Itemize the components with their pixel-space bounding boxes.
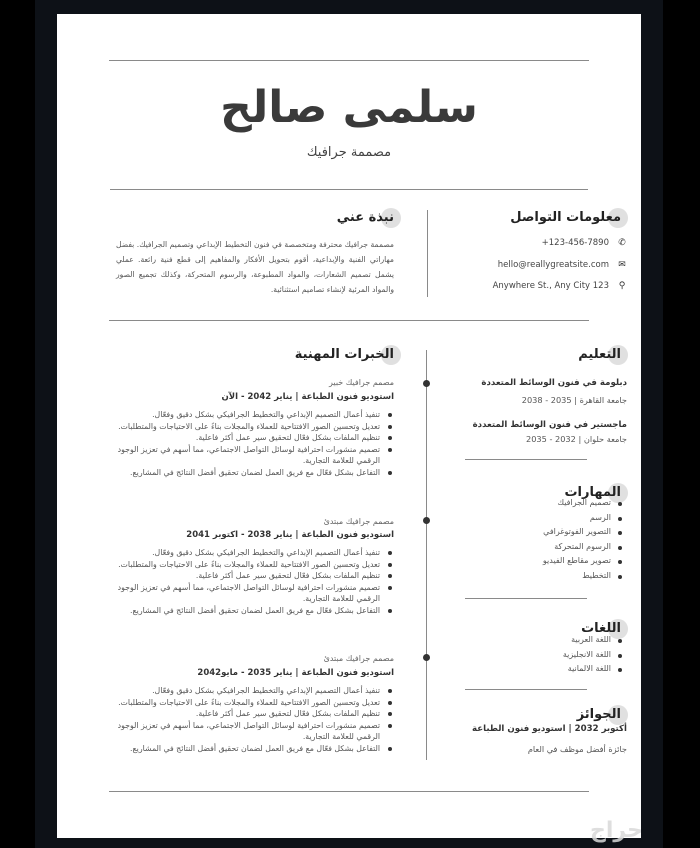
contact-email[interactable]: hello@reallygreatsite.com ✉: [497, 260, 626, 270]
list-item: اللغة الالمانية: [563, 662, 623, 677]
about-heading: نبذة عني: [337, 210, 394, 225]
header-divider: [110, 189, 588, 190]
list-item: الرسوم المتحركة: [543, 540, 623, 555]
bottom-divider: [109, 791, 589, 792]
list-item: تعديل وتحسين الصور الافتتاحية للعملاء والمجلات بناءً على الاحتياجات والمتطلبات.: [114, 697, 394, 709]
list-item: تنظيم الملفات بشكل فعّال لتحقيق سير عمل أكثر فاعلية.: [114, 708, 394, 720]
experience-heading: الخبرات المهنية: [295, 347, 394, 362]
list-item: الرسم: [543, 511, 623, 526]
education-sub: جامعة القاهرة | 2035 - 2038: [521, 395, 627, 405]
list-item: التفاعل بشكل فعّال مع فريق العمل لضمان تحقيق أفضل النتائج في المشاريع.: [114, 743, 394, 755]
job-role: مصمم جرافيك خبير: [328, 378, 394, 387]
languages-list: [563, 633, 623, 677]
top-divider: [109, 60, 589, 61]
timeline-dot: [423, 654, 430, 661]
education-heading: التعليم: [578, 347, 621, 362]
timeline-line: [426, 350, 427, 760]
list-item: تنظيم الملفات بشكل فعّال لتحقيق سير عمل أكثر فاعلية.: [114, 432, 394, 444]
list-item: تعديل وتحسين الصور الافتتاحية للعملاء والمجلات بناءً على الاحتياجات والمتطلبات.: [114, 421, 394, 433]
job-role: مصمم جرافيك مبتدئ: [323, 654, 394, 663]
awards-heading: الجوائز: [577, 707, 621, 722]
contact-phone: +123-456-7890 ✆: [541, 238, 626, 248]
job-bullets: [114, 409, 394, 478]
award-description: جائزة أفضل موظف في العام: [527, 744, 627, 754]
award-title: أكتوبر 2032 | استوديو فنون الطباعة: [472, 724, 627, 734]
job-bullets: [114, 685, 394, 754]
phone-icon: ✆: [618, 238, 626, 248]
list-item: تصميم منشورات احترافية لوسائل التواصل الاجتماعي، مما أسهم في تعزيز الوجود الرقمي للعلامة التجارية.: [114, 582, 394, 605]
list-item: تصوير مقاطع الفيديو: [543, 554, 623, 569]
mail-icon: ✉: [618, 260, 626, 270]
list-item: التصوير الفوتوغرافي: [543, 525, 623, 540]
timeline-dot: [423, 380, 430, 387]
resume-name: سلمى صالح: [220, 82, 478, 133]
job-company: استوديو فنون الطباعة | يناير 2038 - اكتوبر 2041: [186, 530, 394, 540]
list-item: التفاعل بشكل فعّال مع فريق العمل لضمان تحقيق أفضل النتائج في المشاريع.: [114, 605, 394, 617]
list-item: تنفيذ أعمال التصميم الإبداعي والتخطيط الجرافيكي بشكل دقيق وفعّال.: [114, 685, 394, 697]
education-title: دبلومة في فنون الوسائط المتعددة: [481, 378, 627, 388]
job-role: مصمم جرافيك مبتدئ: [323, 517, 394, 526]
list-item: التفاعل بشكل فعّال مع فريق العمل لضمان تحقيق أفضل النتائج في المشاريع.: [114, 467, 394, 479]
skills-list: [543, 496, 623, 583]
list-item: التخطيط: [543, 569, 623, 584]
list-item: تعديل وتحسين الصور الافتتاحية للعملاء والمجلات بناءً على الاحتياجات والمتطلبات.: [114, 559, 394, 571]
education-title: ماجستير في فنون الوسائط المتعددة: [472, 420, 627, 430]
resume-role: مصممة جرافيك: [306, 145, 392, 160]
job-bullets: [114, 547, 394, 616]
top-vertical-divider: [427, 210, 428, 297]
timeline-dot: [423, 517, 430, 524]
skills-heading: المهارات: [564, 485, 621, 500]
contact-heading: معلومات التواصل: [510, 210, 621, 225]
about-text: مصممة جرافيك محترفة ومتخصصة في فنون التخطيط الإبداعي وتصميم الجرافيك. بفضل مهاراتي الفنية والإبداعية، أقوم بتحويل الأفكار والمفاهيم إلى قطع فنية رائعة. عملي يشمل تصميم الشعارات، والمواد المطبوعة، والرسوم المتحركة، وكذلك تجميع الصور والمواد المرئية لإنشاء تصاميم استثنائية.: [116, 240, 394, 294]
education-sub: جامعة حلوان | 2032 - 2035: [526, 434, 627, 444]
list-item: تصميم الجرافيك: [543, 496, 623, 511]
location-pin-icon: ⚲: [618, 281, 626, 291]
mid-divider: [109, 320, 589, 321]
job-company: استوديو فنون الطباعة | يناير 2042 - الآن: [221, 392, 394, 402]
list-item: تنفيذ أعمال التصميم الإبداعي والتخطيط الجرافيكي بشكل دقيق وفعّال.: [114, 409, 394, 421]
list-item: تصميم منشورات احترافية لوسائل التواصل الاجتماعي، مما أسهم في تعزيز الوجود الرقمي للعلامة التجارية.: [114, 444, 394, 467]
list-item: تصميم منشورات احترافية لوسائل التواصل الاجتماعي، مما أسهم في تعزيز الوجود الرقمي للعلامة التجارية.: [114, 720, 394, 743]
resume-page: [57, 14, 641, 838]
right-divider: [465, 459, 587, 460]
job-company: استوديو فنون الطباعة | يناير 2035 - مايو2042: [197, 668, 394, 678]
watermark-logo: حراج: [590, 818, 643, 843]
right-divider: [465, 689, 587, 690]
right-divider: [465, 598, 587, 599]
list-item: تنفيذ أعمال التصميم الإبداعي والتخطيط الجرافيكي بشكل دقيق وفعّال.: [114, 547, 394, 559]
list-item: تنظيم الملفات بشكل فعّال لتحقيق سير عمل أكثر فاعلية.: [114, 570, 394, 582]
languages-heading: اللغات: [581, 621, 621, 636]
list-item: اللغة العربية: [563, 633, 623, 648]
list-item: اللغة الانجليزية: [563, 648, 623, 663]
contact-address: Anywhere St., Any City 123 ⚲: [492, 281, 626, 291]
